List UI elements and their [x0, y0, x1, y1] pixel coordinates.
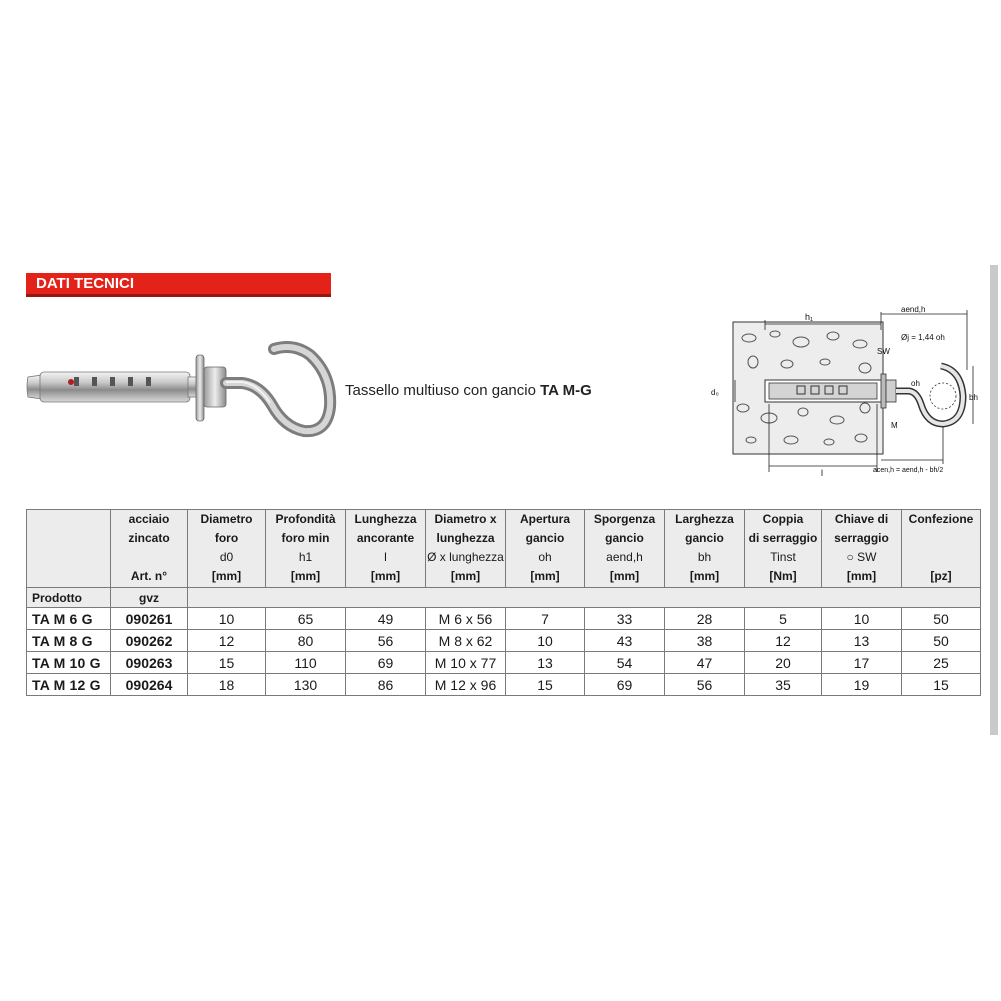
- value-cell: 80: [266, 630, 346, 652]
- header-label: Diametro foro: [200, 512, 253, 545]
- value-cell: 15: [188, 652, 266, 674]
- table-row: [27, 608, 981, 630]
- label-h1: h₁: [805, 312, 814, 322]
- value-cell: 69: [585, 674, 665, 696]
- label-oh: oh: [911, 379, 920, 388]
- header-symbol: bh: [697, 550, 712, 564]
- value-cell: 10: [506, 630, 585, 652]
- value-cell: 5: [745, 608, 822, 630]
- label-d0: d₀: [711, 388, 719, 397]
- value-cell: 47: [665, 652, 745, 674]
- table-header-row: [27, 510, 981, 588]
- value-cell: 28: [665, 608, 745, 630]
- value-cell: 19: [822, 674, 902, 696]
- product-caption: [345, 382, 592, 399]
- value-cell: 13: [822, 630, 902, 652]
- label-m: M: [891, 421, 898, 430]
- value-cell: 130: [266, 674, 346, 696]
- header-unit: [mm]: [609, 569, 640, 583]
- header-cell-hole-diameter: [188, 510, 266, 588]
- header-unit: Art. n°: [130, 569, 168, 583]
- value-cell: 12: [745, 630, 822, 652]
- header-unit: [Nm]: [769, 569, 797, 583]
- header-symbol: d0: [219, 550, 234, 564]
- hook-anchor-photo: [22, 335, 342, 445]
- value-cell: 33: [585, 608, 665, 630]
- value-cell: 38: [665, 630, 745, 652]
- value-cell: 110: [266, 652, 346, 674]
- value-cell: 13: [506, 652, 585, 674]
- header-symbol: aend,h: [606, 550, 643, 564]
- value-cell: 7: [506, 608, 585, 630]
- label-dj: Øj = 1,44 oh: [901, 333, 945, 342]
- header-unit: [mm]: [846, 569, 877, 583]
- header-empty-cell: [27, 510, 111, 588]
- header-cell-torque: [745, 510, 822, 588]
- subheader-product: Prodotto: [27, 588, 111, 608]
- value-cell: 56: [665, 674, 745, 696]
- product-name-cell: TA M 6 G: [27, 608, 111, 630]
- value-cell: 18: [188, 674, 266, 696]
- header-unit: [mm]: [450, 569, 481, 583]
- value-cell: M 8 x 62: [426, 630, 506, 652]
- section-header-bar: [26, 273, 331, 297]
- value-cell: 50: [902, 630, 981, 652]
- value-cell: 49: [346, 608, 426, 630]
- value-cell: 50: [902, 608, 981, 630]
- technical-data-table: [26, 509, 981, 696]
- header-symbol: h1: [298, 550, 313, 564]
- header-cell-hole-depth: [266, 510, 346, 588]
- article-number-cell: 090261: [111, 608, 188, 630]
- value-cell: 69: [346, 652, 426, 674]
- article-number-cell: 090263: [111, 652, 188, 674]
- header-label: Profondità foro min: [275, 512, 336, 545]
- label-bh: bh: [969, 393, 978, 402]
- value-cell: 35: [745, 674, 822, 696]
- caption-product-code: TA M-G: [540, 382, 592, 399]
- header-symbol: l: [384, 550, 387, 564]
- header-cell-article: [111, 510, 188, 588]
- label-sw: SW: [877, 347, 890, 356]
- subheader-gvz: gvz: [111, 588, 188, 608]
- label-aend: aend,h: [901, 305, 926, 314]
- product-name-cell: TA M 10 G: [27, 652, 111, 674]
- table-subheader-row: [27, 588, 981, 608]
- header-cell-wrench: [822, 510, 902, 588]
- header-label: Coppia di serraggio: [748, 512, 818, 545]
- header-cell-diameter-length: [426, 510, 506, 588]
- product-name-cell: TA M 8 G: [27, 630, 111, 652]
- subheader-empty: [188, 588, 981, 608]
- table-body: [27, 608, 981, 696]
- header-unit: [mm]: [370, 569, 401, 583]
- value-cell: 65: [266, 608, 346, 630]
- value-cell: 12: [188, 630, 266, 652]
- header-cell-hook-width: [665, 510, 745, 588]
- page-edge-shadow: [990, 265, 998, 735]
- header-cell-package: [902, 510, 981, 588]
- header-unit: [mm]: [211, 569, 242, 583]
- header-cell-anchor-length: [346, 510, 426, 588]
- article-number-cell: 090264: [111, 674, 188, 696]
- label-l: l: [821, 468, 823, 478]
- value-cell: 17: [822, 652, 902, 674]
- table-row: [27, 652, 981, 674]
- header-label: Larghezza gancio: [675, 512, 734, 545]
- header-label: Lunghezza ancorante: [354, 512, 417, 545]
- header-cell-hook-projection: [585, 510, 665, 588]
- value-cell: 25: [902, 652, 981, 674]
- product-name-cell: TA M 12 G: [27, 674, 111, 696]
- value-cell: 86: [346, 674, 426, 696]
- installation-diagram: [705, 300, 985, 485]
- header-label: Chiave di serraggio: [834, 512, 889, 545]
- header-label: Apertura gancio: [519, 512, 570, 545]
- header-label: Sporgenza gancio: [593, 512, 656, 545]
- caption-text: Tassello multiuso con gancio: [345, 382, 541, 399]
- value-cell: 54: [585, 652, 665, 674]
- header-unit: [mm]: [290, 569, 321, 583]
- header-symbol: oh: [538, 550, 552, 564]
- header-symbol: [902, 548, 980, 567]
- value-cell: 15: [902, 674, 981, 696]
- header-symbol: Tinst: [770, 550, 796, 564]
- section-title: DATI TECNICI: [36, 275, 135, 292]
- value-cell: 10: [188, 608, 266, 630]
- header-unit: [mm]: [689, 569, 720, 583]
- table-row: [27, 674, 981, 696]
- value-cell: M 6 x 56: [426, 608, 506, 630]
- header-symbol: Ø x lunghezza: [427, 550, 504, 564]
- value-cell: 10: [822, 608, 902, 630]
- header-unit: [mm]: [530, 569, 560, 583]
- value-cell: 15: [506, 674, 585, 696]
- value-cell: M 10 x 77: [426, 652, 506, 674]
- header-symbol: ○ SW: [846, 550, 877, 564]
- value-cell: M 12 x 96: [426, 674, 506, 696]
- header-cell-hook-opening: [506, 510, 585, 588]
- header-spacer: [111, 548, 187, 567]
- value-cell: 56: [346, 630, 426, 652]
- header-unit: [pz]: [930, 569, 952, 583]
- value-cell: 43: [585, 630, 665, 652]
- header-label: Confezione: [908, 512, 974, 526]
- label-acen: acen,h = aend,h - bh/2: [873, 467, 944, 474]
- header-label-line1: acciaio: [128, 512, 170, 526]
- header-label: Diametro x lunghezza: [434, 512, 497, 545]
- table-row: [27, 630, 981, 652]
- header-label-line2: zincato: [128, 531, 170, 545]
- value-cell: 20: [745, 652, 822, 674]
- article-number-cell: 090262: [111, 630, 188, 652]
